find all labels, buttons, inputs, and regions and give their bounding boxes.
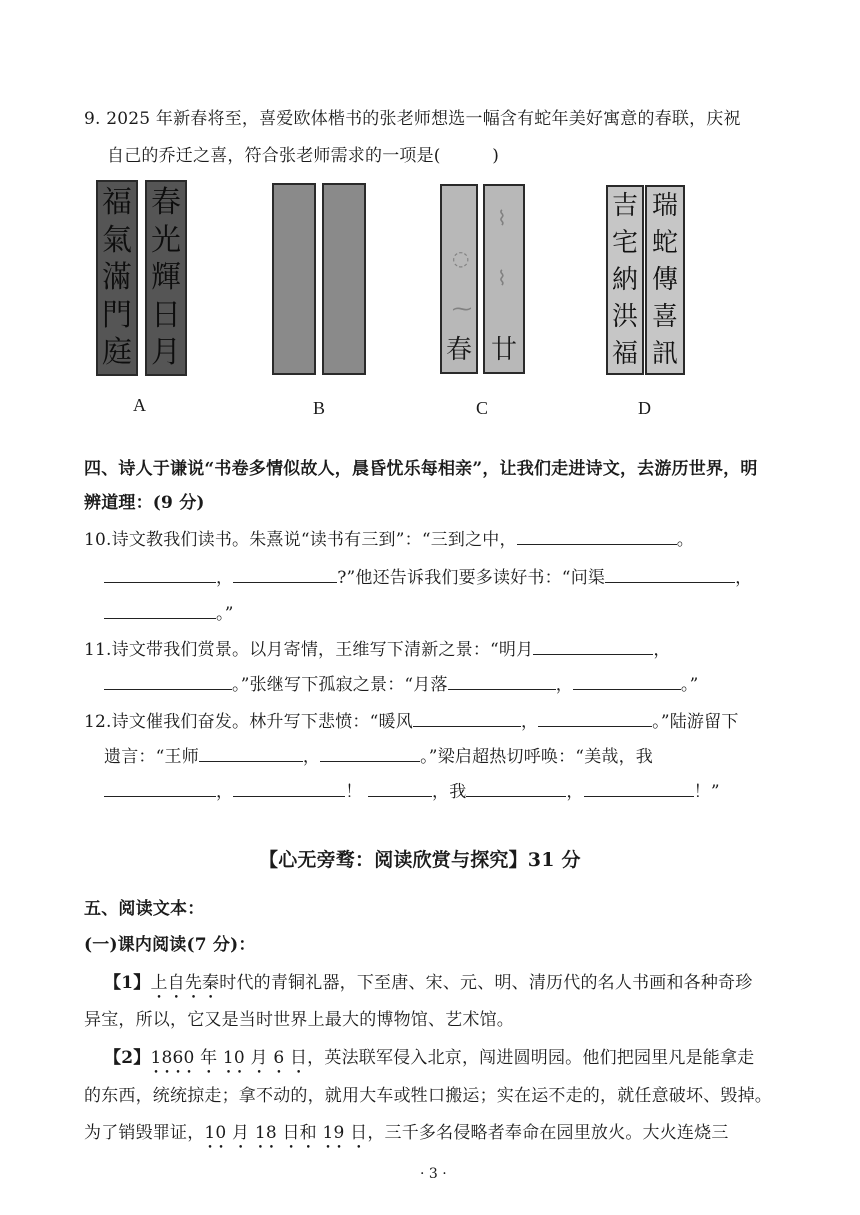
q10-blank-3[interactable] bbox=[233, 567, 337, 583]
para2-text: ，英法联军侵入北京，闯进圆明园。他们把园里凡是能拿走 bbox=[307, 1048, 755, 1068]
q12-blank-3[interactable] bbox=[199, 746, 303, 762]
q12-punct-2: ， bbox=[302, 747, 321, 767]
q12-text-4: 。”梁启超热切呼唤：“美哉，我 bbox=[420, 747, 653, 767]
para2-line3-pre: 为了销毁罪证， bbox=[84, 1123, 205, 1143]
q10-text-2: ?”他还告诉我们要多读好书：“问渠 bbox=[337, 568, 606, 588]
para1-line2: 异宝，所以，它又是当时世界上最大的博物馆、艺术馆。 bbox=[84, 1010, 514, 1030]
q10-blank-5[interactable] bbox=[104, 603, 216, 619]
q10-line3 bbox=[104, 599, 234, 624]
q11-blank-2[interactable] bbox=[104, 674, 232, 690]
q9-line2: 自己的乔迁之喜，符合张老师需求的一项是( ) bbox=[107, 146, 500, 166]
para2-line3-rest: ，三千多名侵略者奉命在园里放火。大火连烧三 bbox=[367, 1123, 729, 1143]
couplet-a-left-text: 福 氣 滿 門 庭 bbox=[102, 185, 132, 370]
q12-punct-4: ！ bbox=[345, 782, 363, 802]
q12-blank-4[interactable] bbox=[320, 746, 420, 762]
q11-blank-1[interactable] bbox=[533, 639, 653, 655]
q11-punct-3: 。” bbox=[680, 675, 699, 695]
para1-line1 bbox=[104, 968, 752, 1003]
q12-punct-6: ！” bbox=[693, 782, 720, 802]
para1-text: 时代的青铜礼器，下至唐、宋、元、明、清历代的名人书画和各种奇珍 bbox=[219, 973, 753, 993]
q10-punct-3: ， bbox=[735, 568, 753, 588]
q10-blank-2[interactable] bbox=[104, 567, 216, 583]
section4-line1: 四、诗人于谦说“书卷多情似故人，晨昏忧乐每相亲”，让我们走进诗文，去游历世界，明 bbox=[84, 459, 758, 479]
para2-line3 bbox=[84, 1118, 729, 1153]
q12-punct-3: ， bbox=[216, 782, 234, 802]
q12-line1 bbox=[84, 707, 739, 732]
q10-line2 bbox=[104, 563, 752, 588]
q12-line2 bbox=[104, 742, 653, 767]
q12-punct-5: ， bbox=[566, 782, 584, 802]
couplet-d-left-text: 吉 宅 納 洪 福 bbox=[611, 191, 638, 369]
q10-prompt: 10.诗文教我们读书。朱熹说“读书有三到”：“三到之中， bbox=[84, 530, 517, 550]
option-c-label: C bbox=[476, 398, 489, 418]
q12-prompt: 12.诗文催我们奋发。林升写下悲愤：“暖风 bbox=[84, 712, 413, 732]
q12-text-5: ，我 bbox=[432, 782, 467, 802]
couplet-b-left bbox=[272, 183, 316, 375]
para2-line2: 的东西，统统掠走；拿不动的，就用大车或牲口搬运；实在运不走的，就任意破坏、毁掉。 bbox=[84, 1086, 772, 1106]
q10-punct-1: 。 bbox=[676, 530, 694, 550]
option-d-label: D bbox=[638, 398, 651, 418]
option-a-label: A bbox=[133, 395, 146, 415]
para2-line1 bbox=[104, 1043, 754, 1078]
couplet-a-right-text: 春 光 輝 日 月 bbox=[151, 185, 181, 370]
q12-blank-1[interactable] bbox=[413, 711, 521, 727]
couplet-c-right: ⌇ ⌇ 廿 bbox=[483, 184, 525, 374]
para2-emphasis: 1860 年 10 月 6 日 bbox=[150, 1048, 308, 1068]
q12-blank-6[interactable] bbox=[233, 781, 345, 797]
q12-blank-2[interactable] bbox=[538, 711, 652, 727]
section-title: 【心无旁骛：阅读欣赏与探究】31 分 bbox=[259, 849, 581, 871]
para2-emphasis-2: 10 月 18 日和 19 日 bbox=[204, 1123, 368, 1143]
couplet-c-left-bottom: 春 bbox=[446, 335, 473, 365]
para1-tag: 【1】 bbox=[104, 973, 151, 993]
couplet-b-right bbox=[322, 183, 366, 375]
couplet-d-left bbox=[606, 185, 644, 375]
couplet-d-right bbox=[645, 185, 685, 375]
q9-line1: 9. 2025 年新春将至，喜爱欧体楷书的张老师想选一幅含有蛇年美好寓意的春联，庆祝 bbox=[84, 109, 741, 129]
couplet-a-right bbox=[145, 180, 187, 376]
q12-blank-7[interactable] bbox=[368, 781, 432, 797]
q10-punct-4: 。” bbox=[216, 604, 234, 624]
q12-line3 bbox=[104, 777, 720, 802]
couplet-d-right-text: 瑞 蛇 傳 喜 訊 bbox=[651, 191, 678, 369]
couplet-a-left bbox=[96, 180, 138, 376]
q12-blank-9[interactable] bbox=[584, 781, 694, 797]
q11-punct-2: ， bbox=[555, 675, 573, 695]
para1-emphasis: 上自先秦 bbox=[150, 973, 220, 993]
q12-text-2: 。”陆游留下 bbox=[652, 712, 739, 732]
q11-line2 bbox=[104, 670, 698, 695]
q11-line1 bbox=[84, 635, 671, 660]
q10-punct-2: ， bbox=[216, 568, 234, 588]
section4-line2: 辨道理：(9 分) bbox=[84, 493, 205, 513]
q11-blank-3[interactable] bbox=[448, 674, 556, 690]
option-b-label: B bbox=[313, 398, 326, 418]
q10-blank-1[interactable] bbox=[517, 529, 677, 545]
q11-punct-1: ， bbox=[653, 640, 671, 660]
para2-tag: 【2】 bbox=[104, 1048, 151, 1068]
q11-prompt: 11.诗文带我们赏景。以月寄情，王维写下清新之景：“明月 bbox=[84, 640, 534, 660]
couplet-c-right-bottom: 廿 bbox=[491, 335, 518, 365]
section5-heading: 五、阅读文本： bbox=[84, 899, 205, 919]
q12-text-3: 遗言：“王师 bbox=[104, 747, 199, 767]
q12-blank-5[interactable] bbox=[104, 781, 216, 797]
q10-line1 bbox=[84, 525, 694, 550]
q12-blank-8[interactable] bbox=[466, 781, 566, 797]
q11-blank-4[interactable] bbox=[573, 674, 681, 690]
q10-blank-4[interactable] bbox=[605, 567, 735, 583]
q12-punct-1: ， bbox=[520, 712, 539, 732]
part1-heading: (一)课内阅读(7 分)： bbox=[84, 935, 256, 955]
couplet-c-left: ◌ ⁓ 春 bbox=[440, 184, 478, 374]
page-number: · 3 · bbox=[420, 1166, 447, 1182]
q11-text-2: 。”张继写下孤寂之景：“月落 bbox=[232, 675, 448, 695]
